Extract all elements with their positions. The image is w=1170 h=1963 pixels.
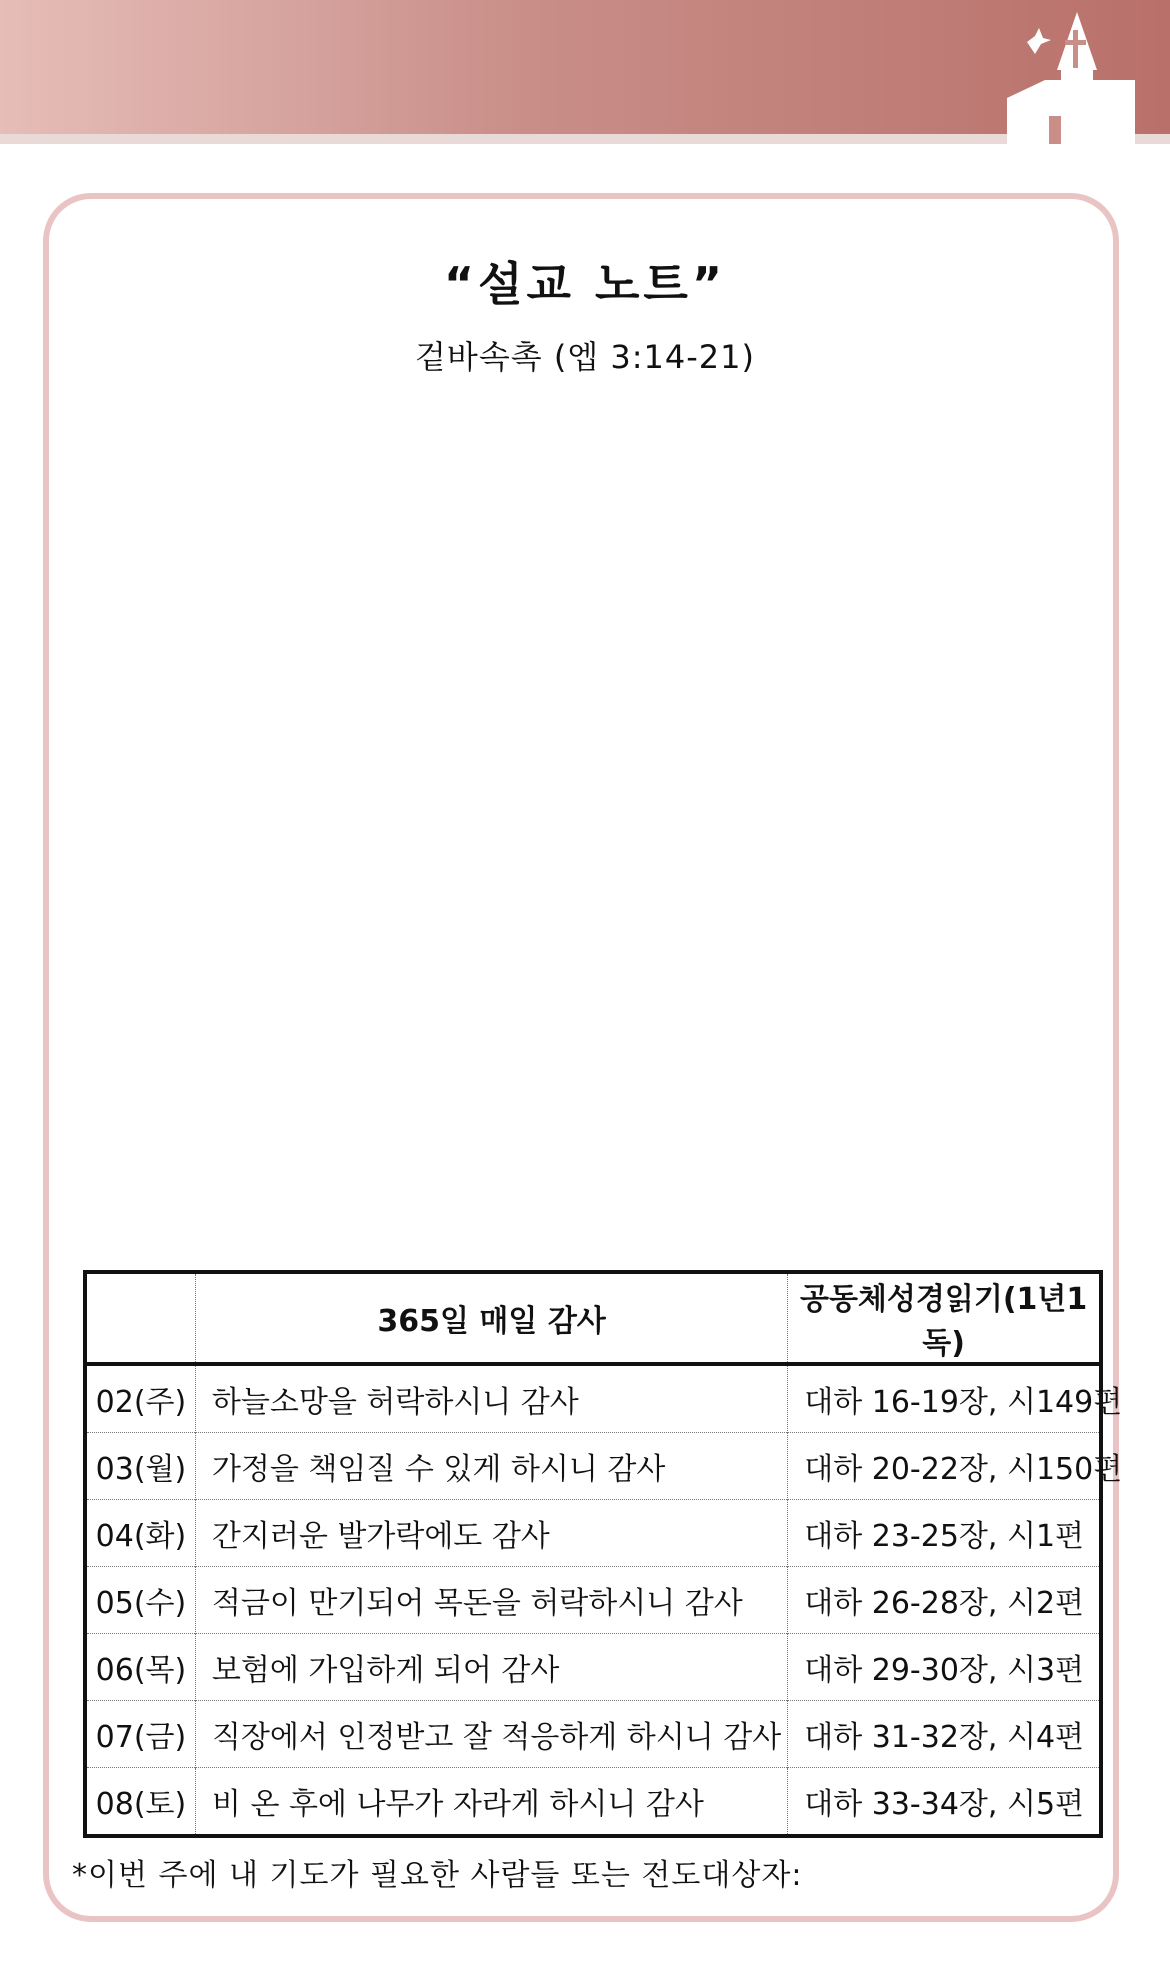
reading-cell	[788, 1433, 1123, 1500]
reading-cell	[788, 1634, 1101, 1701]
reading-chapters: 대하 23-25장, 시	[804, 1519, 1036, 1554]
church-icon	[1005, 6, 1145, 144]
reading-psalm: 5편	[1035, 1787, 1085, 1822]
gratitude-cell: 적금이 만기되어 목돈을 허락하시니 감사	[195, 1567, 787, 1634]
reading-cell	[788, 1567, 1101, 1634]
page-title: “설교 노트”	[443, 257, 727, 311]
reading-psalm: 3편	[1035, 1653, 1085, 1688]
reading-psalm: 1편	[1035, 1519, 1085, 1554]
day-cell: 05(수)	[85, 1567, 195, 1634]
column-header-gratitude: 365일 매일 감사	[195, 1272, 787, 1364]
reading-cell	[788, 1768, 1101, 1837]
gratitude-cell: 보험에 가입하게 되어 감사	[195, 1634, 787, 1701]
gratitude-table	[83, 1270, 1123, 1838]
day-cell: 08(토)	[85, 1768, 195, 1837]
table-row	[85, 1433, 1101, 1500]
reading-psalm: 2편	[1035, 1586, 1085, 1621]
table-row	[85, 1701, 1101, 1768]
table-row	[85, 1768, 1101, 1837]
banner-stripe	[0, 134, 1170, 144]
top-banner	[0, 0, 1170, 134]
reading-psalm: 150편	[1035, 1452, 1123, 1487]
day-cell: 02(주)	[95, 1385, 187, 1420]
day-cell: 06(목)	[85, 1634, 195, 1701]
column-header-day	[85, 1272, 195, 1364]
reading-chapters: 대하 16-19장, 시	[804, 1385, 1036, 1420]
reading-chapters: 대하 26-28장, 시	[804, 1586, 1036, 1621]
gratitude-cell: 가정을 책임질 수 있게 하시니 감사	[195, 1433, 787, 1500]
gratitude-cell: 간지러운 발가락에도 감사	[195, 1500, 787, 1567]
reading-cell	[788, 1701, 1101, 1768]
reading-chapters: 대하 20-22장, 시	[804, 1452, 1036, 1487]
prayer-list-note: *이번 주에 내 기도가 필요한 사람들 또는 전도대상자:	[72, 1858, 803, 1893]
table-header-row	[85, 1272, 1101, 1364]
table-row	[85, 1634, 1101, 1701]
reading-chapters: 대하 33-34장, 시	[804, 1787, 1036, 1822]
column-header-reading: 공동체성경읽기(1년1독)	[788, 1272, 1101, 1364]
gratitude-cell: 하늘소망을 허락하시니 감사	[195, 1364, 787, 1433]
day-cell: 04(화)	[85, 1500, 195, 1567]
reading-cell	[788, 1500, 1101, 1567]
scripture-reference: 겉바속촉 (엡 3:14-21)	[415, 338, 755, 376]
table-row	[85, 1500, 1101, 1567]
table-row	[85, 1567, 1101, 1634]
reading-cell	[788, 1364, 1123, 1433]
gratitude-cell: 비 온 후에 나무가 자라게 하시니 감사	[195, 1768, 787, 1837]
reading-chapters: 대하 31-32장, 시	[804, 1720, 1036, 1755]
reading-chapters: 대하 29-30장, 시	[804, 1653, 1036, 1688]
table-row	[85, 1364, 1101, 1433]
reading-psalm: 149편	[1035, 1385, 1123, 1420]
day-cell: 07(금)	[85, 1701, 195, 1768]
day-cell: 03(월)	[85, 1433, 195, 1500]
reading-psalm: 4편	[1035, 1720, 1085, 1755]
gratitude-cell: 직장에서 인정받고 잘 적응하게 하시니 감사	[195, 1701, 787, 1768]
